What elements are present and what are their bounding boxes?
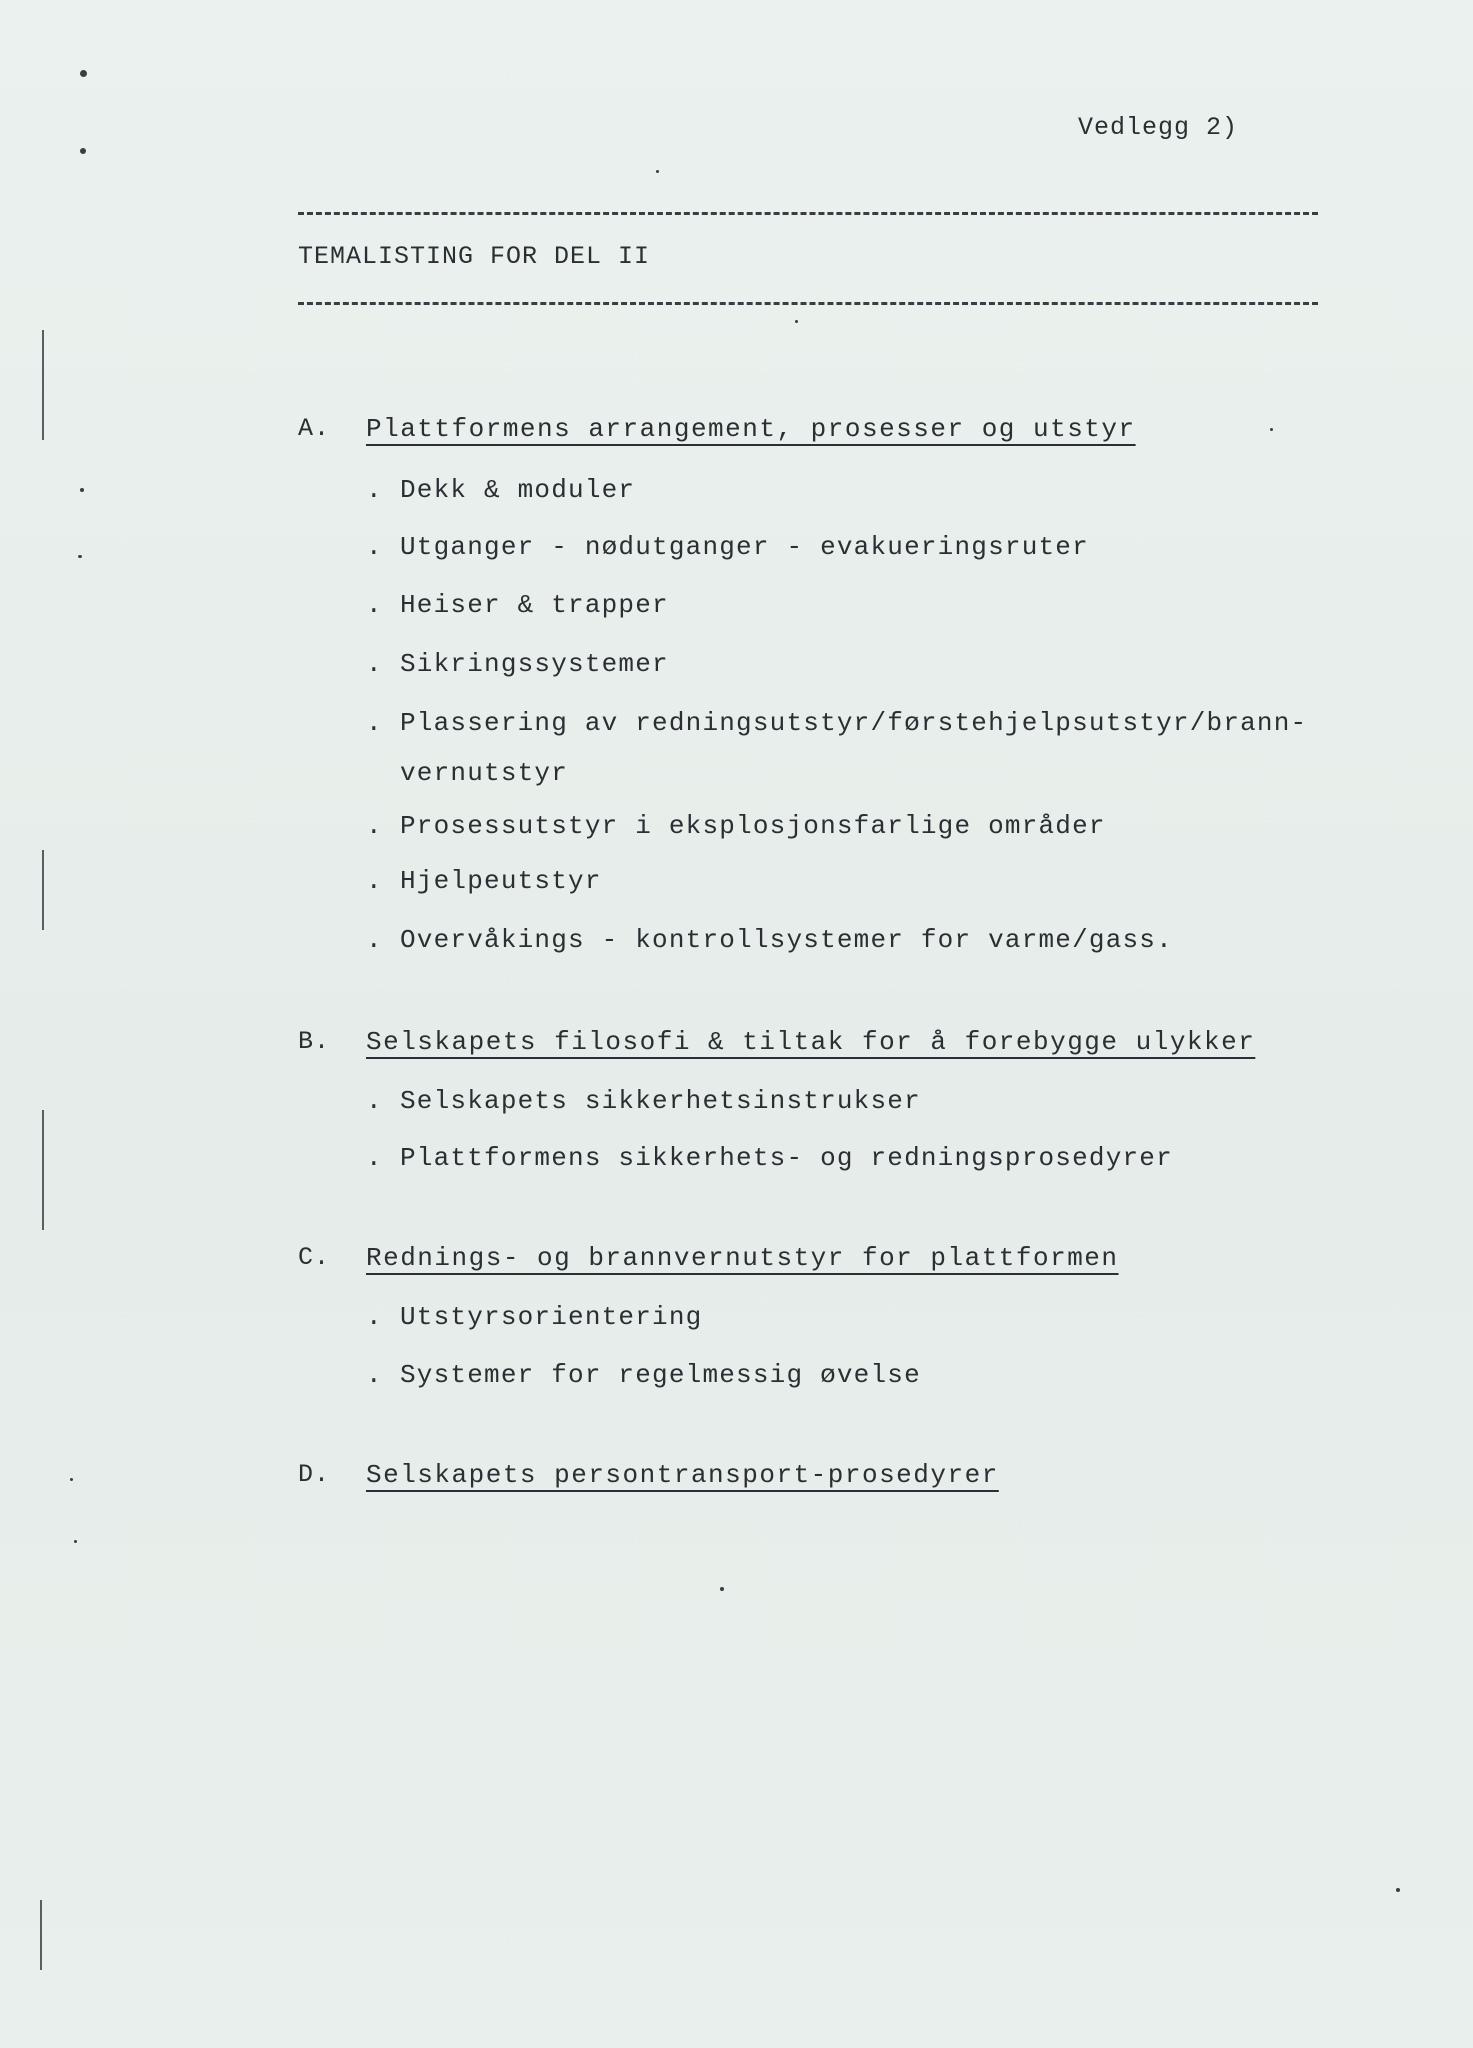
bullet-dot: . [366, 475, 383, 505]
section-a-item-4: . Sikringssystemer [366, 639, 669, 689]
section-c-heading: Rednings- og brannvernutstyr for plattformen [366, 1243, 1119, 1273]
attachment-label: Vedlegg 2) [1078, 113, 1239, 142]
bullet-dot: . [366, 708, 383, 738]
section-b-heading: Selskapets filosofi & tiltak for å forebygge ulykker [366, 1027, 1256, 1057]
section-c-item-2: . Systemer for regelmessig øvelse [366, 1350, 921, 1400]
bullet-dot: . [366, 925, 383, 955]
section-a-item-2: . Utganger - nødutganger - evakueringsruter [366, 522, 1089, 572]
bullet-dot: . [366, 590, 383, 620]
dashed-rule-bottom [298, 302, 1318, 305]
section-a-heading: Plattformens arrangement, prosesser og utstyr [366, 414, 1136, 444]
scan-speck [720, 1587, 724, 1591]
scan-speck [656, 170, 659, 173]
section-b-letter: B. [298, 1027, 331, 1056]
section-a-item-7: . Hjelpeutstyr [366, 856, 602, 906]
scan-speck [80, 488, 84, 492]
scan-edge-mark [40, 1900, 42, 1970]
section-a-item-8: . Overvåkings - kontrollsystemer for varme/gass. [366, 915, 1173, 965]
section-a-item-5-continuation: vernutstyr [400, 758, 569, 788]
scan-speck [74, 1540, 77, 1543]
scan-edge-mark [42, 1110, 44, 1230]
section-a-item-5: . Plassering av redningsutstyr/førstehjelpsutstyr/brann- vernutstyr [366, 698, 1307, 798]
scan-speck [795, 320, 798, 323]
document-title: TEMALISTING FOR DEL II [298, 242, 651, 271]
section-a-item-3: . Heiser & trapper [366, 580, 669, 630]
bullet-dot: . [366, 1086, 383, 1116]
scan-edge-mark [42, 850, 44, 930]
bullet-dot: . [366, 866, 383, 896]
scan-speck [80, 70, 87, 77]
section-a-item-1: . Dekk & moduler [366, 465, 635, 515]
scan-edge-mark [42, 330, 44, 440]
bullet-dot: . [366, 1143, 383, 1173]
scan-speck [1396, 1888, 1400, 1892]
scan-speck [80, 148, 86, 154]
section-d-letter: D. [298, 1460, 331, 1489]
bullet-dot: . [366, 649, 383, 679]
section-b-item-1: . Selskapets sikkerhetsinstrukser [366, 1076, 921, 1126]
section-b-item-2: . Plattformens sikkerhets- og redningsprosedyrer [366, 1133, 1173, 1183]
scan-speck [70, 1478, 73, 1481]
scan-speck [78, 555, 82, 558]
section-a-letter: A. [298, 414, 331, 443]
section-c-item-1: . Utstyrsorientering [366, 1292, 702, 1342]
bullet-dot: . [366, 811, 383, 841]
bullet-dot: . [366, 1302, 383, 1332]
section-d-heading: Selskapets persontransport-prosedyrer [366, 1460, 999, 1490]
section-a-item-6: . Prosessutstyr i eksplosjonsfarlige områder [366, 801, 1106, 851]
bullet-dot: . [366, 1360, 383, 1390]
section-c-letter: C. [298, 1243, 331, 1272]
scan-speck [1270, 428, 1273, 431]
dashed-rule-top [298, 212, 1318, 215]
bullet-dot: . [366, 532, 383, 562]
